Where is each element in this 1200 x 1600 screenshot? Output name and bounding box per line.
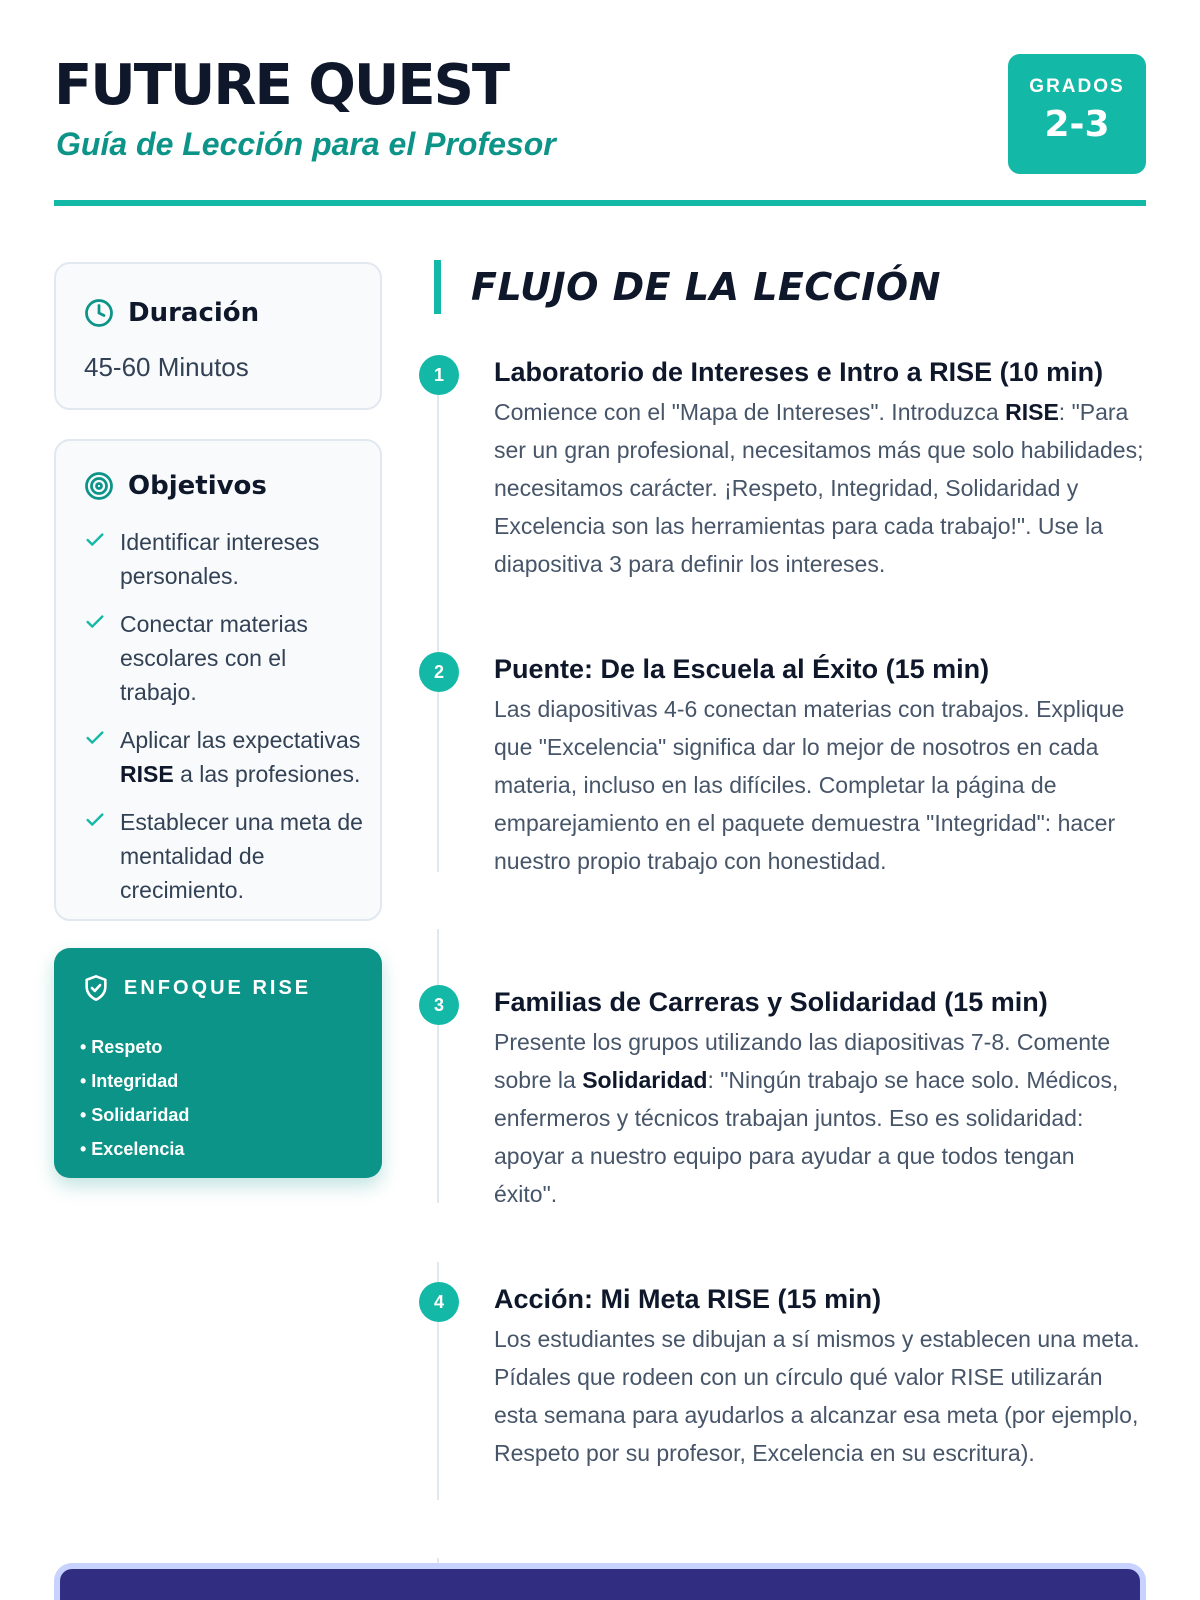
step-text: : "Ningún trabajo se hace solo. Médicos, enfermeros y técnicos trabajan juntos. Eso es solidaridad: apoyar a nuestro equipo para ayudar a que todos tengan éxito".: [494, 1067, 1119, 1207]
objectives-list: [84, 525, 364, 921]
rise-focus-header: [82, 974, 311, 1002]
page-header: [54, 54, 1146, 206]
target-icon: [84, 471, 114, 501]
step-title: Familias de Carreras y Solidaridad (15 min): [494, 987, 1048, 1017]
step-description: [494, 1320, 1144, 1472]
step-text: Presente los grupos utilizando las diapositivas 7-8. Comente sobre la: [494, 1029, 1111, 1093]
objective-item: [84, 805, 364, 907]
step-text: Comience con el "Mapa de Intereses". Introduzca: [494, 399, 1006, 425]
lesson-flow: [433, 260, 1146, 1466]
step-title: Puente: De la Escuela al Éxito (15 min): [494, 654, 990, 684]
rise-value-item: • Integridad: [80, 1071, 179, 1091]
step-keyword: Solidaridad: [582, 1067, 708, 1093]
timeline-line: [437, 929, 439, 1203]
step-text: Los estudiantes se dibujan a sí mismos y establecen una meta. Pídales que rodeen con un círculo qué valor RISE utilizarán esta semana para ayudarlos a alcanzar esa meta (por ejemplo, Respeto por su profesor, Excelencia en su escritura).: [494, 1326, 1140, 1466]
page-subtitle: Guía de Lección para el Profesor: [56, 126, 556, 162]
rise-value-item: • Respeto: [80, 1037, 163, 1057]
check-icon: [84, 727, 106, 749]
objectives-card: [54, 439, 382, 921]
shield-check-icon: [82, 974, 110, 1002]
rise-values-list: [80, 1030, 189, 1166]
objective-text: Conectar materias escolares con el trabajo.: [120, 611, 308, 705]
timeline-line: [437, 370, 439, 872]
step-description: [494, 1023, 1144, 1213]
grade-badge: [1008, 54, 1146, 174]
objective-text-before: Aplicar las expectativas: [120, 727, 361, 753]
duration-header: [84, 298, 259, 328]
lesson-flow-title: FLUJO DE LA LECCIÓN: [434, 260, 1146, 314]
step-description: [494, 393, 1144, 583]
objective-text: [120, 723, 364, 791]
duration-value: 45-60 Minutos: [84, 352, 249, 382]
rise-focus-title: ENFOQUE RISE: [124, 976, 312, 999]
step-number-badge: 4: [419, 1282, 459, 1322]
check-icon: [84, 611, 106, 633]
duration-title: Duración: [128, 298, 260, 328]
grade-label: GRADOS: [1029, 76, 1125, 97]
step-number-badge: 3: [419, 985, 459, 1025]
page-title: FUTURE QUEST: [54, 53, 509, 118]
step-number-badge: 1: [419, 355, 459, 395]
rise-value-item: • Excelencia: [80, 1139, 185, 1159]
objective-item: [84, 723, 364, 791]
step-number-badge: 2: [419, 652, 459, 692]
rise-value-item: • Solidaridad: [80, 1105, 190, 1125]
objective-text-after: a las profesiones.: [173, 761, 361, 787]
step-description: [494, 690, 1144, 880]
objective-rise-keyword: RISE: [120, 761, 174, 787]
step-keyword: RISE: [1005, 399, 1059, 425]
grade-value: 2-3: [1044, 104, 1110, 145]
footer-banner: [54, 1563, 1146, 1600]
step-text: : "Para ser un gran profesional, necesitamos más que solo habilidades; necesitamos carácter. ¡Respeto, Integridad, Solidaridad y Excelencia son las herramientas para cada trabajo!". Use la diapositiva 3 para definir los intereses.: [494, 399, 1144, 577]
objective-text: Establecer una meta de mentalidad de crecimiento.: [120, 809, 363, 903]
check-icon: [84, 529, 106, 551]
duration-card: [54, 262, 382, 410]
clock-icon: [84, 298, 114, 328]
objectives-header: [84, 471, 267, 501]
objective-item: [84, 525, 364, 593]
rise-focus-card: [54, 948, 382, 1178]
step-text: Las diapositivas 4-6 conectan materias con trabajos. Explique que "Excelencia" significa dar lo mejor de nosotros en cada materia, incluso en las difíciles. Completar la página de emparejamiento en el paquete demuestra "Integridad": hacer nuestro propio trabajo con honestidad.: [494, 696, 1125, 874]
step-title: Acción: Mi Meta RISE (15 min): [494, 1284, 882, 1314]
objective-item: [84, 607, 364, 709]
step-title: Laboratorio de Intereses e Intro a RISE (10 min): [494, 357, 1104, 387]
objective-text: Identificar intereses personales.: [120, 529, 320, 589]
objectives-title: Objetivos: [128, 471, 267, 501]
check-icon: [84, 809, 106, 831]
